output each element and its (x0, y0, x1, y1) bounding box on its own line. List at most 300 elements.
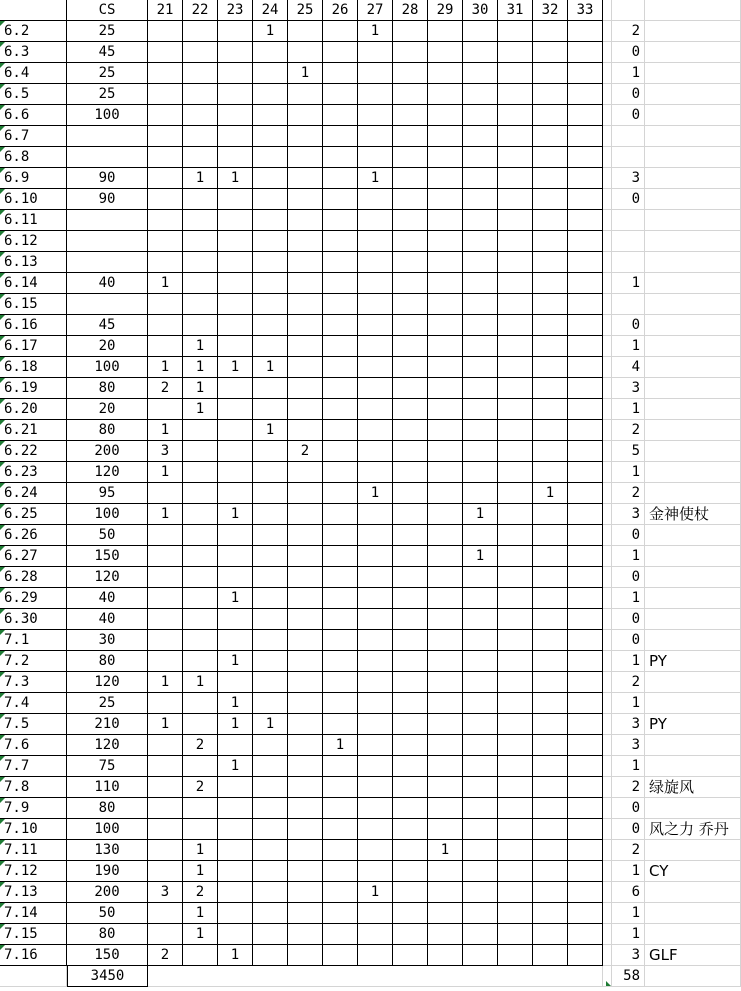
note-cell[interactable] (645, 126, 741, 147)
value-cell-21[interactable]: 1 (148, 357, 183, 378)
value-cell-30[interactable] (463, 651, 498, 672)
note-cell[interactable] (645, 483, 741, 504)
value-cell-33[interactable] (568, 294, 603, 315)
note-cell[interactable] (645, 315, 741, 336)
cs-cell[interactable]: 45 (67, 42, 148, 63)
cs-cell[interactable]: 200 (67, 882, 148, 903)
value-cell-28[interactable] (393, 105, 428, 126)
value-cell-21[interactable] (148, 609, 183, 630)
value-cell-23[interactable] (218, 672, 253, 693)
value-cell-23[interactable] (218, 882, 253, 903)
value-cell-21[interactable] (148, 483, 183, 504)
cs-cell[interactable]: 150 (67, 546, 148, 567)
value-cell-32[interactable] (533, 105, 568, 126)
value-cell-33[interactable] (568, 630, 603, 651)
value-cell-26[interactable] (323, 609, 358, 630)
value-cell-32[interactable] (533, 693, 568, 714)
value-cell-30[interactable] (463, 777, 498, 798)
value-cell-31[interactable] (498, 378, 533, 399)
value-cell-29[interactable] (428, 735, 463, 756)
totals-label-cell[interactable] (0, 966, 67, 987)
row-total-cell[interactable]: 2 (606, 840, 645, 861)
value-cell-22[interactable] (183, 42, 218, 63)
value-cell-23[interactable] (218, 798, 253, 819)
value-cell-29[interactable] (428, 588, 463, 609)
cs-cell[interactable]: 100 (67, 105, 148, 126)
value-cell-28[interactable] (393, 252, 428, 273)
cs-cell[interactable]: 200 (67, 441, 148, 462)
value-cell-23[interactable] (218, 336, 253, 357)
date-cell[interactable]: 6.25 (0, 504, 67, 525)
value-cell-29[interactable] (428, 714, 463, 735)
value-cell-24[interactable] (253, 546, 288, 567)
value-cell-27[interactable] (358, 756, 393, 777)
value-cell-23[interactable]: 1 (218, 588, 253, 609)
value-cell-26[interactable] (323, 861, 358, 882)
row-total-cell[interactable]: 1 (606, 462, 645, 483)
value-cell-25[interactable] (288, 861, 323, 882)
value-cell-28[interactable] (393, 777, 428, 798)
value-cell-30[interactable] (463, 462, 498, 483)
cs-cell[interactable]: 25 (67, 693, 148, 714)
cs-cell[interactable]: 30 (67, 630, 148, 651)
value-cell-28[interactable] (393, 168, 428, 189)
value-cell-28[interactable] (393, 42, 428, 63)
value-cell-32[interactable] (533, 210, 568, 231)
cs-cell[interactable]: 120 (67, 735, 148, 756)
note-cell[interactable] (645, 378, 741, 399)
value-cell-30[interactable] (463, 420, 498, 441)
value-cell-22[interactable] (183, 756, 218, 777)
value-cell-26[interactable] (323, 84, 358, 105)
row-total-cell[interactable]: 2 (606, 420, 645, 441)
value-cell-26[interactable] (323, 210, 358, 231)
value-cell-32[interactable] (533, 168, 568, 189)
value-cell-22[interactable] (183, 273, 218, 294)
header-column-31[interactable]: 31 (498, 0, 533, 21)
value-cell-27[interactable] (358, 567, 393, 588)
value-cell-31[interactable] (498, 399, 533, 420)
value-cell-21[interactable] (148, 924, 183, 945)
row-total-cell[interactable]: 1 (606, 546, 645, 567)
value-cell-23[interactable] (218, 294, 253, 315)
value-cell-31[interactable] (498, 168, 533, 189)
value-cell-28[interactable] (393, 189, 428, 210)
date-cell[interactable]: 7.2 (0, 651, 67, 672)
header-column-21[interactable]: 21 (148, 0, 183, 21)
value-cell-21[interactable] (148, 63, 183, 84)
header-column-22[interactable]: 22 (183, 0, 218, 21)
value-cell-26[interactable] (323, 399, 358, 420)
value-cell-22[interactable] (183, 126, 218, 147)
value-cell-23[interactable] (218, 21, 253, 42)
note-cell[interactable] (645, 630, 741, 651)
value-cell-24[interactable] (253, 924, 288, 945)
value-cell-22[interactable] (183, 651, 218, 672)
value-cell-29[interactable] (428, 105, 463, 126)
value-cell-25[interactable] (288, 252, 323, 273)
value-cell-24[interactable] (253, 273, 288, 294)
note-cell[interactable] (645, 546, 741, 567)
value-cell-26[interactable] (323, 672, 358, 693)
value-cell-29[interactable] (428, 651, 463, 672)
value-cell-21[interactable]: 2 (148, 378, 183, 399)
note-cell[interactable] (645, 63, 741, 84)
value-cell-30[interactable] (463, 63, 498, 84)
value-cell-24[interactable] (253, 42, 288, 63)
value-cell-28[interactable] (393, 861, 428, 882)
value-cell-25[interactable] (288, 756, 323, 777)
value-cell-24[interactable] (253, 84, 288, 105)
value-cell-28[interactable] (393, 819, 428, 840)
value-cell-31[interactable] (498, 231, 533, 252)
cs-cell[interactable]: 75 (67, 756, 148, 777)
value-cell-21[interactable]: 3 (148, 882, 183, 903)
value-cell-33[interactable] (568, 84, 603, 105)
value-cell-33[interactable] (568, 189, 603, 210)
value-cell-26[interactable] (323, 441, 358, 462)
value-cell-23[interactable]: 1 (218, 357, 253, 378)
value-cell-26[interactable] (323, 798, 358, 819)
row-total-cell[interactable]: 0 (606, 798, 645, 819)
value-cell-21[interactable] (148, 231, 183, 252)
value-cell-30[interactable] (463, 882, 498, 903)
value-cell-27[interactable] (358, 945, 393, 966)
value-cell-28[interactable] (393, 357, 428, 378)
date-cell[interactable]: 7.15 (0, 924, 67, 945)
value-cell-21[interactable] (148, 651, 183, 672)
value-cell-28[interactable] (393, 672, 428, 693)
value-cell-26[interactable] (323, 252, 358, 273)
value-cell-24[interactable] (253, 630, 288, 651)
value-cell-24[interactable] (253, 336, 288, 357)
value-cell-22[interactable] (183, 21, 218, 42)
value-cell-29[interactable] (428, 210, 463, 231)
value-cell-28[interactable] (393, 945, 428, 966)
date-cell[interactable]: 7.16 (0, 945, 67, 966)
value-cell-26[interactable] (323, 504, 358, 525)
note-cell[interactable] (645, 273, 741, 294)
value-cell-28[interactable] (393, 504, 428, 525)
note-cell[interactable] (645, 336, 741, 357)
date-cell[interactable]: 6.26 (0, 525, 67, 546)
value-cell-21[interactable] (148, 294, 183, 315)
value-cell-27[interactable] (358, 399, 393, 420)
value-cell-25[interactable] (288, 924, 323, 945)
value-cell-30[interactable] (463, 105, 498, 126)
value-cell-21[interactable] (148, 840, 183, 861)
value-cell-27[interactable] (358, 924, 393, 945)
value-cell-21[interactable]: 2 (148, 945, 183, 966)
value-cell-23[interactable] (218, 777, 253, 798)
value-cell-33[interactable] (568, 777, 603, 798)
value-cell-28[interactable] (393, 231, 428, 252)
value-cell-27[interactable] (358, 777, 393, 798)
value-cell-27[interactable] (358, 588, 393, 609)
value-cell-21[interactable] (148, 336, 183, 357)
value-cell-21[interactable] (148, 861, 183, 882)
value-cell-33[interactable] (568, 126, 603, 147)
value-cell-26[interactable] (323, 168, 358, 189)
row-total-cell[interactable] (606, 147, 645, 168)
value-cell-26[interactable] (323, 777, 358, 798)
value-cell-24[interactable] (253, 756, 288, 777)
value-cell-32[interactable] (533, 735, 568, 756)
date-cell[interactable]: 6.3 (0, 42, 67, 63)
date-cell[interactable]: 6.10 (0, 189, 67, 210)
value-cell-33[interactable] (568, 861, 603, 882)
value-cell-31[interactable] (498, 756, 533, 777)
note-cell[interactable] (645, 420, 741, 441)
value-cell-31[interactable] (498, 147, 533, 168)
value-cell-26[interactable] (323, 840, 358, 861)
value-cell-26[interactable] (323, 651, 358, 672)
value-cell-25[interactable] (288, 672, 323, 693)
value-cell-22[interactable] (183, 588, 218, 609)
row-total-cell[interactable] (606, 252, 645, 273)
value-cell-33[interactable] (568, 588, 603, 609)
value-cell-33[interactable] (568, 609, 603, 630)
note-cell[interactable] (645, 147, 741, 168)
header-cs-cell[interactable]: CS (67, 0, 148, 21)
value-cell-27[interactable] (358, 420, 393, 441)
value-cell-29[interactable] (428, 546, 463, 567)
value-cell-28[interactable] (393, 882, 428, 903)
value-cell-33[interactable] (568, 462, 603, 483)
value-cell-23[interactable] (218, 315, 253, 336)
value-cell-22[interactable]: 1 (183, 399, 218, 420)
value-cell-27[interactable] (358, 525, 393, 546)
value-cell-27[interactable] (358, 798, 393, 819)
value-cell-28[interactable] (393, 294, 428, 315)
value-cell-30[interactable]: 1 (463, 546, 498, 567)
value-cell-24[interactable] (253, 105, 288, 126)
value-cell-33[interactable] (568, 798, 603, 819)
value-cell-22[interactable]: 2 (183, 882, 218, 903)
row-total-cell[interactable]: 0 (606, 819, 645, 840)
value-cell-28[interactable] (393, 315, 428, 336)
value-cell-26[interactable] (323, 630, 358, 651)
value-cell-31[interactable] (498, 861, 533, 882)
date-cell[interactable]: 7.1 (0, 630, 67, 651)
value-cell-30[interactable] (463, 714, 498, 735)
row-total-cell[interactable]: 2 (606, 672, 645, 693)
value-cell-23[interactable] (218, 378, 253, 399)
value-cell-30[interactable] (463, 756, 498, 777)
value-cell-22[interactable] (183, 441, 218, 462)
cs-cell[interactable]: 45 (67, 315, 148, 336)
value-cell-32[interactable] (533, 42, 568, 63)
value-cell-21[interactable] (148, 189, 183, 210)
value-cell-32[interactable] (533, 147, 568, 168)
value-cell-29[interactable] (428, 903, 463, 924)
value-cell-21[interactable] (148, 546, 183, 567)
value-cell-32[interactable] (533, 63, 568, 84)
value-cell-21[interactable]: 1 (148, 672, 183, 693)
value-cell-31[interactable] (498, 21, 533, 42)
value-cell-27[interactable] (358, 609, 393, 630)
value-cell-21[interactable] (148, 777, 183, 798)
value-cell-31[interactable] (498, 546, 533, 567)
value-cell-22[interactable] (183, 567, 218, 588)
value-cell-28[interactable] (393, 651, 428, 672)
note-cell[interactable] (645, 882, 741, 903)
note-cell[interactable] (645, 294, 741, 315)
value-cell-27[interactable] (358, 819, 393, 840)
value-cell-26[interactable] (323, 147, 358, 168)
value-cell-22[interactable] (183, 609, 218, 630)
value-cell-28[interactable] (393, 126, 428, 147)
date-cell[interactable]: 6.17 (0, 336, 67, 357)
value-cell-29[interactable] (428, 126, 463, 147)
value-cell-23[interactable] (218, 609, 253, 630)
value-cell-28[interactable] (393, 567, 428, 588)
row-total-cell[interactable]: 3 (606, 378, 645, 399)
value-cell-22[interactable] (183, 504, 218, 525)
value-cell-32[interactable] (533, 924, 568, 945)
value-cell-32[interactable] (533, 840, 568, 861)
value-cell-25[interactable] (288, 84, 323, 105)
value-cell-33[interactable] (568, 924, 603, 945)
value-cell-24[interactable] (253, 210, 288, 231)
value-cell-23[interactable]: 1 (218, 945, 253, 966)
value-cell-26[interactable] (323, 336, 358, 357)
value-cell-23[interactable]: 1 (218, 693, 253, 714)
value-cell-22[interactable] (183, 483, 218, 504)
value-cell-22[interactable] (183, 105, 218, 126)
row-total-cell[interactable] (606, 231, 645, 252)
value-cell-22[interactable] (183, 630, 218, 651)
value-cell-21[interactable] (148, 315, 183, 336)
value-cell-30[interactable] (463, 693, 498, 714)
value-cell-22[interactable]: 1 (183, 357, 218, 378)
value-cell-26[interactable] (323, 546, 358, 567)
value-cell-30[interactable] (463, 924, 498, 945)
totals-blank-cell[interactable] (148, 966, 603, 987)
value-cell-27[interactable] (358, 840, 393, 861)
cs-cell[interactable]: 50 (67, 903, 148, 924)
value-cell-22[interactable]: 1 (183, 861, 218, 882)
value-cell-31[interactable] (498, 483, 533, 504)
date-cell[interactable]: 6.13 (0, 252, 67, 273)
value-cell-32[interactable] (533, 777, 568, 798)
note-cell[interactable] (645, 252, 741, 273)
value-cell-29[interactable] (428, 63, 463, 84)
value-cell-23[interactable] (218, 735, 253, 756)
cs-cell[interactable]: 210 (67, 714, 148, 735)
value-cell-33[interactable] (568, 105, 603, 126)
value-cell-30[interactable] (463, 252, 498, 273)
value-cell-22[interactable] (183, 546, 218, 567)
value-cell-27[interactable] (358, 252, 393, 273)
cs-cell[interactable]: 40 (67, 273, 148, 294)
value-cell-27[interactable] (358, 651, 393, 672)
value-cell-33[interactable] (568, 483, 603, 504)
value-cell-22[interactable] (183, 252, 218, 273)
row-total-cell[interactable]: 1 (606, 273, 645, 294)
value-cell-27[interactable] (358, 84, 393, 105)
value-cell-23[interactable] (218, 462, 253, 483)
value-cell-22[interactable] (183, 462, 218, 483)
row-total-cell[interactable]: 1 (606, 756, 645, 777)
value-cell-30[interactable] (463, 147, 498, 168)
row-total-cell[interactable]: 3 (606, 168, 645, 189)
value-cell-24[interactable]: 1 (253, 714, 288, 735)
value-cell-26[interactable] (323, 273, 358, 294)
row-total-cell[interactable]: 0 (606, 525, 645, 546)
value-cell-32[interactable] (533, 315, 568, 336)
value-cell-31[interactable] (498, 882, 533, 903)
value-cell-29[interactable] (428, 357, 463, 378)
cs-cell[interactable]: 20 (67, 399, 148, 420)
value-cell-23[interactable] (218, 189, 253, 210)
value-cell-29[interactable] (428, 756, 463, 777)
value-cell-24[interactable] (253, 483, 288, 504)
value-cell-31[interactable] (498, 42, 533, 63)
header-column-33[interactable]: 33 (568, 0, 603, 21)
value-cell-27[interactable] (358, 336, 393, 357)
date-cell[interactable]: 7.4 (0, 693, 67, 714)
value-cell-24[interactable] (253, 504, 288, 525)
value-cell-33[interactable] (568, 420, 603, 441)
value-cell-29[interactable] (428, 315, 463, 336)
value-cell-33[interactable] (568, 840, 603, 861)
value-cell-26[interactable] (323, 882, 358, 903)
value-cell-31[interactable] (498, 735, 533, 756)
value-cell-23[interactable] (218, 567, 253, 588)
value-cell-21[interactable] (148, 567, 183, 588)
date-cell[interactable]: 6.11 (0, 210, 67, 231)
value-cell-32[interactable] (533, 252, 568, 273)
value-cell-25[interactable] (288, 189, 323, 210)
value-cell-31[interactable] (498, 609, 533, 630)
value-cell-30[interactable] (463, 378, 498, 399)
value-cell-33[interactable] (568, 567, 603, 588)
value-cell-30[interactable] (463, 189, 498, 210)
date-cell[interactable]: 7.5 (0, 714, 67, 735)
note-cell[interactable] (645, 609, 741, 630)
value-cell-33[interactable] (568, 273, 603, 294)
value-cell-27[interactable]: 1 (358, 882, 393, 903)
note-cell[interactable]: CY (645, 861, 741, 882)
value-cell-21[interactable]: 1 (148, 714, 183, 735)
value-cell-22[interactable]: 2 (183, 777, 218, 798)
header-column-28[interactable]: 28 (393, 0, 428, 21)
value-cell-26[interactable] (323, 294, 358, 315)
value-cell-27[interactable]: 1 (358, 21, 393, 42)
value-cell-22[interactable]: 1 (183, 903, 218, 924)
value-cell-32[interactable] (533, 231, 568, 252)
value-cell-29[interactable] (428, 252, 463, 273)
value-cell-25[interactable] (288, 42, 323, 63)
value-cell-30[interactable] (463, 42, 498, 63)
value-cell-25[interactable] (288, 819, 323, 840)
date-cell[interactable]: 6.23 (0, 462, 67, 483)
value-cell-29[interactable] (428, 189, 463, 210)
cs-cell[interactable]: 120 (67, 462, 148, 483)
value-cell-23[interactable] (218, 441, 253, 462)
note-cell[interactable]: 风之力 乔丹 (645, 819, 741, 840)
cs-cell[interactable] (67, 252, 148, 273)
value-cell-33[interactable] (568, 525, 603, 546)
value-cell-24[interactable] (253, 819, 288, 840)
note-cell[interactable] (645, 399, 741, 420)
value-cell-25[interactable] (288, 294, 323, 315)
value-cell-25[interactable] (288, 882, 323, 903)
value-cell-32[interactable] (533, 588, 568, 609)
note-cell[interactable] (645, 441, 741, 462)
value-cell-21[interactable] (148, 630, 183, 651)
